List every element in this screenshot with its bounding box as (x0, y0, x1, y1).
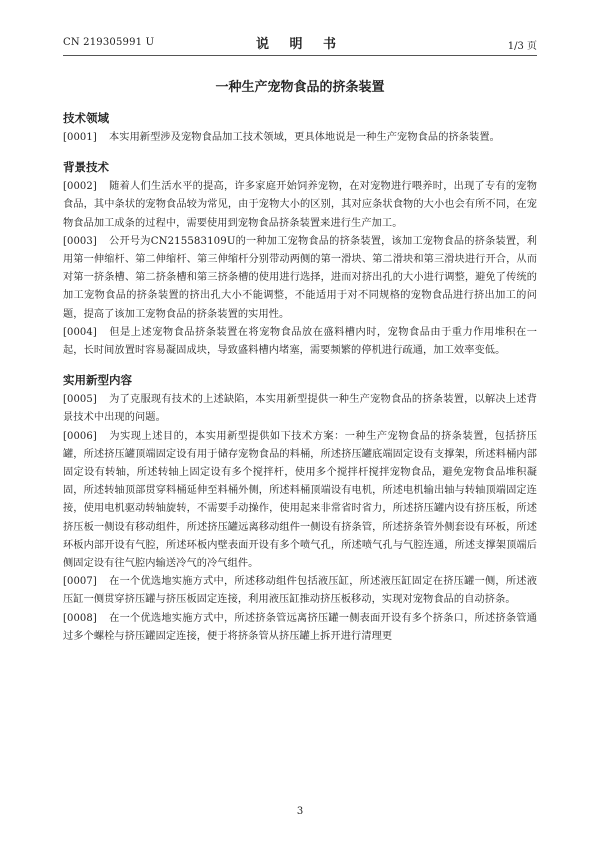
paragraph (63, 129, 537, 147)
paragraph-text: 本实用新型涉及宠物食品加工技术领域，更具体地说是一种生产宠物食品的挤条装置。 (109, 132, 500, 143)
paragraph-text: 公开号为CN215583109U的一种加工宠物食品的挤条装置，该加工宠物食品的挤条装置，利用第一伸缩杆、第二伸缩杆、第三伸缩杆分别带动两侧的第一滑块、第二滑块和第三滑块进行开合，从而对第一挤条槽、第二挤条槽和第三挤条槽的使用进行选择，进而对挤出孔的大小进行调整，避免了传统的加工宠物食品的挤条装置的挤出孔大小不能调整，不能适用于对不同规格的宠物食品进行挤出加工的问题，提高了该加工宠物食品的挤条装置的实用性。 (63, 235, 537, 320)
paragraph (63, 324, 537, 360)
paragraph (63, 233, 537, 324)
page-number: 3 (296, 806, 304, 817)
section-heading: 背景技术 (63, 160, 109, 175)
paragraph-text: 为实现上述目的，本实用新型提供如下技术方案：一种生产宠物食品的挤条装置，包括挤压罐，所述挤压罐顶端固定设有用于储存宠物食品的料桶，所述挤压罐底端固定设有支撑架，所述料桶内部固定设有转轴，所述转轴上固定设有多个搅拌杆，使用多个搅拌杆搅拌宠物食品，避免宠物食品堆积凝固，所述转轴顶部贯穿料桶延伸至料桶外侧，所述料桶顶端设有电机，所述电机输出轴与转轴顶端固定连接，使用电机驱动转轴旋转，不需要手动操作，使用起来非常省时省力，所述挤压罐内设有挤压板，所述挤压板一侧设有移动组件，所述挤压罐远离移动组件一侧设有挤条管，所述挤条管外侧套设有环板，所述环板内部开设有气腔，所述环板内壁表面开设有多个喷气孔，所述喷气孔与气腔连通，所述支撑架顶端后侧固定设有往气腔内输送冷气的冷气组件。 (63, 430, 537, 570)
paragraph-text: 但是上述宠物食品挤条装置在将宠物食品放在盛料槽内时，宠物食品由于重力作用堆积在一起，长时间放置时容易凝固成块，导致盛料槽内堵塞，需要频繁的停机进行疏通，加工效率变低。 (63, 326, 537, 357)
paragraph (63, 428, 537, 574)
paragraph-text: 在一个优选地实施方式中，所述移动组件包括液压缸，所述液压缸固定在挤压罐一侧，所述液压缸一侧贯穿挤压罐与挤压板固定连接，利用液压缸推动挤压板移动，实现对宠物食品的自动挤条。 (63, 576, 537, 606)
paragraph (63, 610, 537, 646)
paragraph-number: [0004] (63, 326, 97, 338)
paragraph (63, 573, 537, 609)
page-header (63, 33, 537, 51)
paragraph-number: [0006] (63, 430, 97, 442)
paragraph-number: [0001] (63, 132, 97, 143)
section-heading: 技术领域 (63, 111, 109, 125)
paragraph (63, 178, 537, 233)
document-title: 一种生产宠物食品的挤条装置 (215, 80, 385, 95)
header-rule (63, 55, 537, 56)
paragraph-number: [0008] (63, 612, 97, 624)
document-type: 说 明 书 (255, 37, 345, 52)
document-body (63, 110, 537, 646)
patent-number: CN 219305991 U (63, 37, 155, 48)
paragraph-text: 在一个优选地实施方式中，所述挤条管远离挤压罐一侧表面开设有多个挤条口，所述挤条管通过多个螺栓与挤压罐固定连接，便于将挤条管从挤压罐上拆开进行清理更 (63, 612, 537, 642)
paragraph-text: 为了克服现有技术的上述缺陷，本实用新型提供一种生产宠物食品的挤条装置，以解决上述背景技术中出现的问题。 (63, 394, 537, 424)
paragraph-text: 随着人们生活水平的提高，许多家庭开始饲养宠物，在对宠物进行喂养时，出现了专有的宠物食品，其中条状的宠物食品较为常见，由于宠物大小的区别，其对应条状食物的大小也会有所不同，在宠物食品加工成条的过程中，需要使用到宠物食品挤条装置来进行生产加工。 (63, 181, 537, 229)
paragraph (63, 391, 537, 427)
paragraph-number: [0005] (63, 394, 97, 406)
paragraph-number: [0002] (63, 181, 97, 193)
page-info: 1/3 页 (507, 41, 537, 52)
section-heading: 实用新型内容 (63, 373, 132, 388)
paragraph-number: [0007] (63, 576, 97, 588)
paragraph-number: [0003] (63, 235, 97, 247)
